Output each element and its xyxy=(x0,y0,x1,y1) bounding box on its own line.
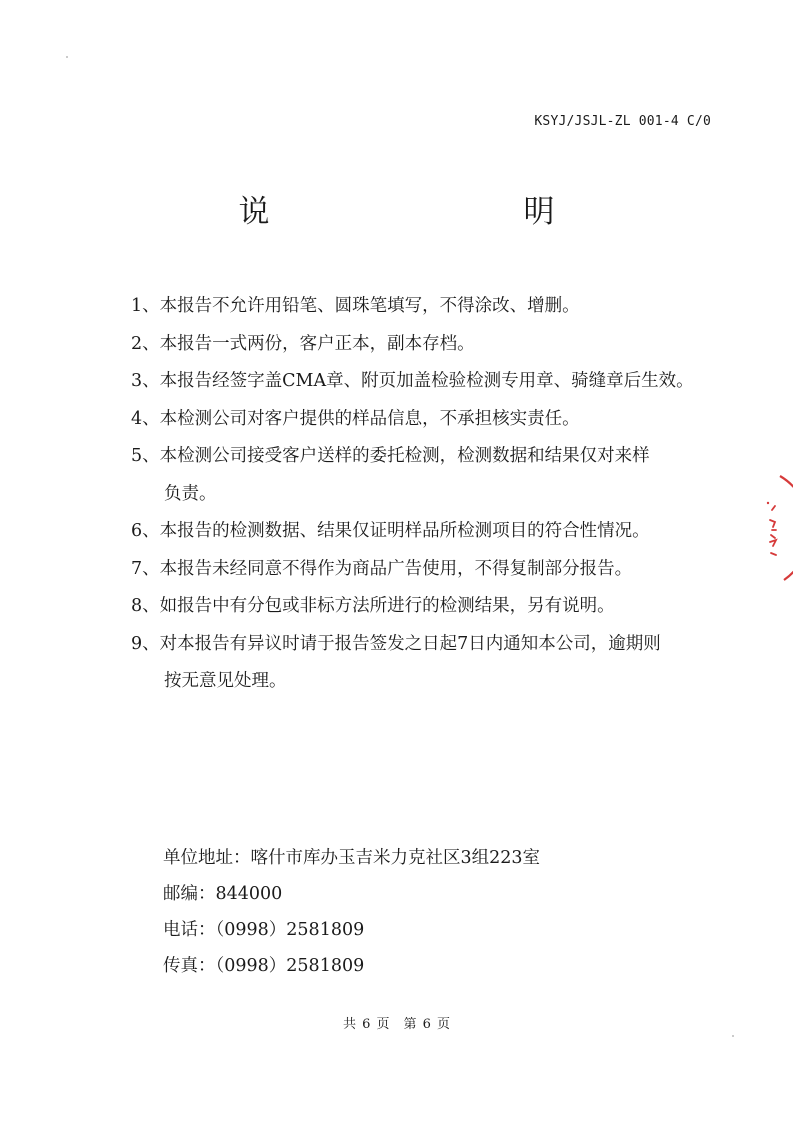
item-continuation: 负责。 xyxy=(164,483,217,504)
document-code: KSYJ/JSJL-ZL 001-4 C/0 xyxy=(534,114,711,129)
list-item xyxy=(131,513,731,551)
item-number: 4、 xyxy=(131,408,160,429)
item-number: 8、 xyxy=(131,596,160,616)
item-text: 对本报告有异议时请于报告签发之日起7日内通知本公司，逾期则 xyxy=(159,633,661,654)
seal-glyph-strokes xyxy=(770,506,776,555)
seal-dot xyxy=(767,502,769,504)
item-text: 本检测公司接受客户送样的委托检测，检测数据和结果仅对来样 xyxy=(159,446,650,466)
postcode-line: 邮编：844000 xyxy=(163,884,283,904)
scan-speck xyxy=(66,56,68,58)
item-continuation: 按无意见处理。 xyxy=(164,671,287,691)
list-item xyxy=(131,401,731,439)
item-text: 本报告一式两份，客户正本，副本存档。 xyxy=(159,333,475,354)
page-footer xyxy=(0,1013,793,1032)
item-number: 9、 xyxy=(131,633,160,654)
item-text: 本检测公司对客户提供的样品信息，不承担核实责任。 xyxy=(159,408,580,429)
phone-line: 电话：（0998）2581809 xyxy=(163,920,365,940)
seal-stamp-fragment xyxy=(748,468,793,588)
current-page: 第 6 页 xyxy=(403,1017,451,1032)
list-item xyxy=(131,588,731,626)
item-number: 6、 xyxy=(131,521,160,541)
scan-speck xyxy=(732,1035,734,1037)
list-item xyxy=(131,551,731,589)
total-pages: 共 6 页 xyxy=(342,1017,390,1032)
item-number: 5、 xyxy=(131,446,160,466)
address-line: 单位地址：喀什市库办玉吉米力克社区3组223室 xyxy=(163,848,541,868)
list-item xyxy=(131,438,731,513)
fax-line: 传真：（0998）2581809 xyxy=(163,956,365,976)
list-item xyxy=(131,626,731,701)
item-number: 1、 xyxy=(131,296,160,316)
instructions-list xyxy=(131,288,731,701)
list-item xyxy=(131,326,731,364)
list-item xyxy=(131,363,731,401)
item-text: 本报告经签字盖CMA章、附页加盖检验检测专用章、骑缝章后生效。 xyxy=(159,371,694,391)
list-item xyxy=(131,288,731,326)
seal-arc-icon xyxy=(748,468,793,588)
item-text: 本报告的检测数据、结果仅证明样品所检测项目的符合性情况。 xyxy=(159,521,650,541)
item-number: 7、 xyxy=(131,558,160,579)
seal-arc xyxy=(780,476,793,580)
item-text: 如报告中有分包或非标方法所进行的检测结果，另有说明。 xyxy=(159,596,615,616)
contact-block xyxy=(163,840,663,984)
item-number: 3、 xyxy=(131,371,160,391)
item-number: 2、 xyxy=(131,333,160,354)
page-title: 说 明 xyxy=(238,194,619,230)
item-text: 本报告不允许用铅笔、圆珠笔填写，不得涂改、增删。 xyxy=(159,296,580,316)
item-text: 本报告未经同意不得作为商品广告使用，不得复制部分报告。 xyxy=(159,558,633,579)
